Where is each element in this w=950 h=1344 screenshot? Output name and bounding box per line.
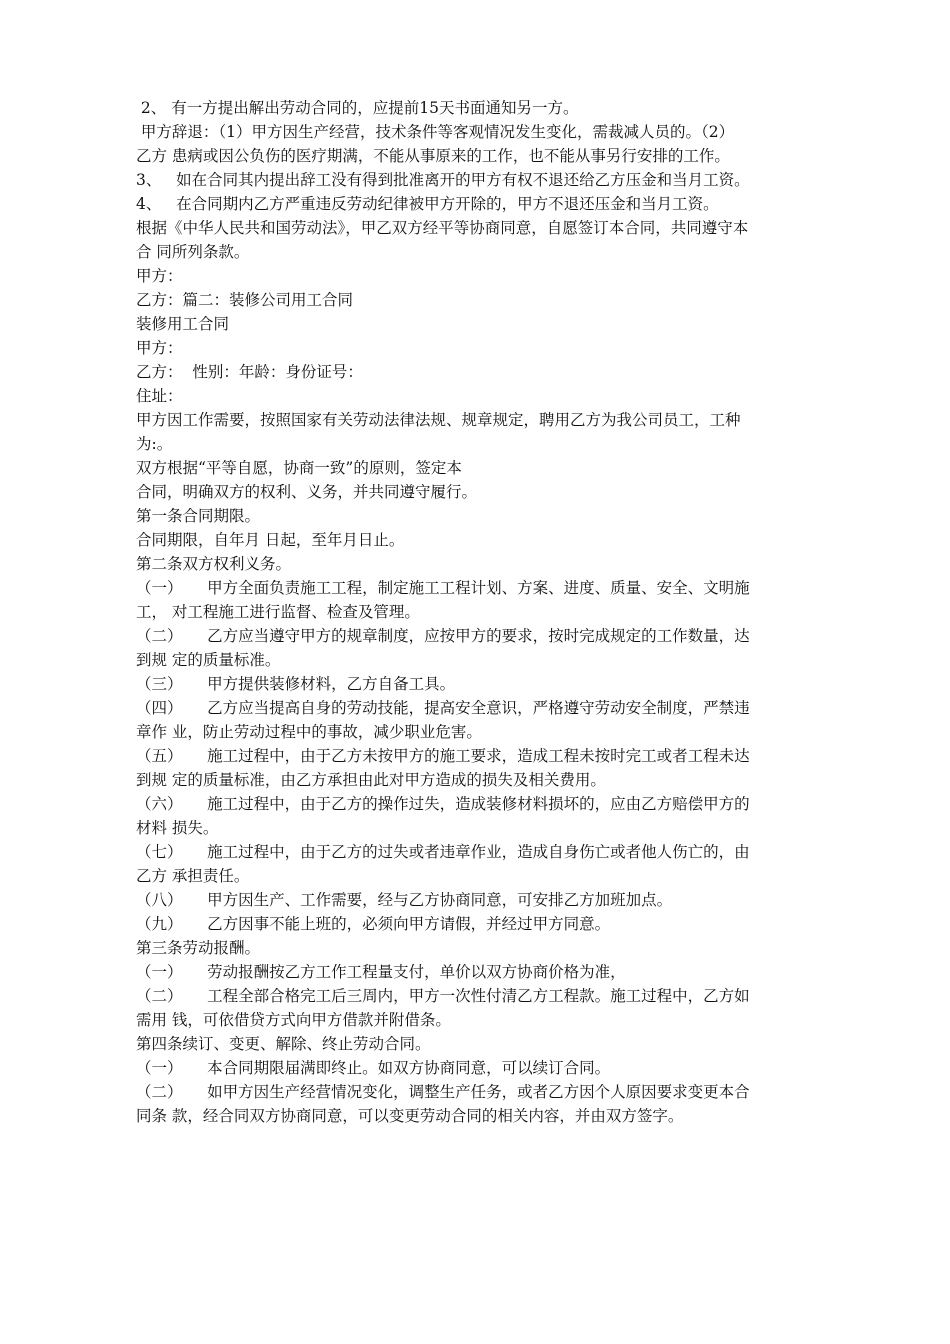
party-a-label: 甲方： [136, 339, 183, 357]
clause-line: （四） 乙方应当提高自身的劳动技能，提高安全意识，严格遵守劳动安全制度，严禁违 [136, 699, 750, 717]
clause-line: （九） 乙方因事不能上班的，必须向甲方请假，并经过甲方同意。 [136, 915, 611, 933]
party-a-label: 甲方： [136, 267, 183, 285]
text-line: 合同期限，自年月 日起，至年月日止。 [136, 531, 405, 549]
text-line: 乙方 患病或因公负伤的医疗期满，不能从事原来的工作，也不能从事另行安排的工作。 [136, 147, 730, 165]
clause-line: （二） 工程全部合格完工后三周内，甲方一次性付清乙方工程款。施工过程中，乙方如 [136, 987, 750, 1005]
clause-line: （七） 施工过程中，由于乙方的过失或者违章作业，造成自身伤亡或者他人伤亡的，由 [136, 843, 750, 861]
party-b-label: 乙方：篇二：装修公司用工合同 [136, 291, 354, 309]
clause-line: （三） 甲方提供装修材料，乙方自备工具。 [136, 675, 456, 693]
clause-line: 到规 定的质量标准，由乙方承担由此对甲方造成的损失及相关费用。 [136, 771, 606, 789]
clause-line: 工， 对工程施工进行监督、检查及管理。 [136, 603, 420, 621]
section-heading: 第四条续订、变更、解除、终止劳动合同。 [136, 1035, 431, 1053]
clause-line: （五） 施工过程中，由于乙方未按甲方的施工要求，造成工程未按时完工或者工程未达 [136, 747, 750, 765]
document-body [136, 96, 816, 1128]
text-line: 2、 有一方提出解出劳动合同的，应提前15天书面通知另一方。 [136, 99, 579, 117]
text-line: 合 同所列条款。 [136, 243, 250, 261]
contract-title: 装修用工合同 [136, 315, 230, 333]
clause-line: 乙方 承担责任。 [136, 867, 250, 885]
text-line: 双方根据“平等自愿，协商一致”的原则，签定本 [136, 459, 462, 477]
clause-line: （八） 甲方因生产、工作需要，经与乙方协商同意，可安排乙方加班加点。 [136, 891, 673, 909]
clause-line: 需用 钱，可依借贷方式向甲方借款并附借条。 [136, 1011, 451, 1029]
clause-line: 章作 业，防止劳动过程中的事故，减少职业危害。 [136, 723, 482, 741]
section-heading: 第三条劳动报酬。 [136, 939, 261, 957]
text-line: 甲方辞退：（1）甲方因生产经营，技术条件等客观情况发生变化，需裁减人员的。（2） [136, 123, 735, 141]
clause-line: （二） 如甲方因生产经营情况变化，调整生产任务，或者乙方因个人原因要求变更本合 [136, 1083, 750, 1101]
text-line: 合同，明确双方的权利、义务，并共同遵守履行。 [136, 483, 478, 501]
text-line: 4、 在合同期内乙方严重违反劳动纪律被甲方开除的，甲方不退还压金和当月工资。 [136, 195, 719, 213]
section-heading: 第一条合同期限。 [136, 507, 261, 525]
clause-line: 材料 损失。 [136, 819, 219, 837]
clause-line: （二） 乙方应当遵守甲方的规章制度，应按甲方的要求，按时完成规定的工作数量，达 [136, 627, 750, 645]
text-line: 为:。 [136, 435, 173, 453]
clause-line: （一） 甲方全面负责施工工程，制定施工工程计划、方案、进度、质量、安全、文明施 [136, 579, 750, 597]
text-line: 甲方因工作需要，按照国家有关劳动法律法规、规章规定，聘用乙方为我公司员工，工种 [136, 411, 741, 429]
clause-line: （一） 劳动报酬按乙方工作工程量支付，单价以双方协商价格为准， [136, 963, 626, 981]
clause-line: （六） 施工过程中，由于乙方的操作过失，造成装修材料损坏的，应由乙方赔偿甲方的 [136, 795, 750, 813]
party-b-info: 乙方： 性别：年龄：身份证号： [136, 363, 363, 381]
section-heading: 第二条双方权利义务。 [136, 555, 292, 573]
clause-line: 到规 定的质量标准。 [136, 651, 281, 669]
text-line: 3、 如在合同其内提出辞工没有得到批准离开的甲方有权不退还给乙方压金和当月工资。 [136, 171, 750, 189]
address-label: 住址： [136, 387, 183, 405]
clause-line: （一） 本合同期限届满即终止。如双方协商同意，可以续订合同。 [136, 1059, 611, 1077]
text-line: 根据《中华人民共和国劳动法》，甲乙双方经平等协商同意，自愿签订本合同，共同遵守本 [136, 219, 749, 237]
clause-line: 同条 款，经合同双方协商同意，可以变更劳动合同的相关内容，并由双方签字。 [136, 1107, 684, 1125]
